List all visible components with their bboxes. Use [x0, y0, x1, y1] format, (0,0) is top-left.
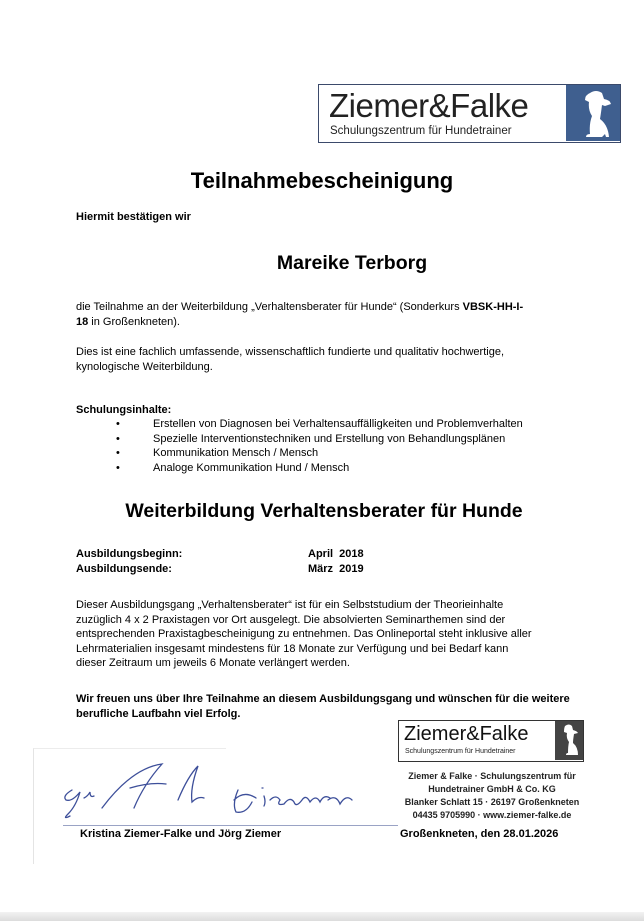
description-line: dieser Zeitraum um jeweils 6 Monate verlängert werden. [76, 657, 350, 669]
description-line: entsprechenden Praxistagbescheinigung zu entnehmen. Das Onlineportal steht inklusive aller [76, 628, 532, 640]
stamp-line: Hundetrainer GmbH & Co. KG [428, 784, 556, 794]
place-date: Großenkneten, den 28.01.2026 [400, 828, 559, 840]
stamp-line: Ziemer & Falke · Schulungszentrum für [408, 771, 576, 781]
stamp-address [398, 770, 586, 822]
quality-line: Dies ist eine fachlich umfassende, wissenschaftlich fundierte und qualitativ hochwertige, [76, 346, 505, 358]
course-code-part2: 18 [76, 315, 89, 328]
stamp-name: Ziemer&Falke [404, 723, 529, 745]
page-bottom-edge [0, 912, 644, 921]
stamp-dog-icon [555, 721, 583, 760]
stamp-tagline: Schulungszentrum für Hundetrainer [405, 748, 516, 755]
end-value: März 2019 [308, 563, 364, 575]
quality-line: kynologische Weiterbildung. [76, 360, 213, 373]
description-line: zuzüglich 4 x 2 Praxistagen vor Ort ausgelegt. Die absolvierten Seminarthemen sind der [76, 613, 506, 626]
participant-name: Mareike Terborg [276, 252, 428, 274]
dog-silhouette-icon [566, 85, 620, 141]
closing-line: Wir freuen uns über Ihre Teilnahme an diesem Ausbildungsgang und wünschen für die weitere [76, 693, 570, 705]
start-label: Ausbildungsbeginn: [76, 548, 183, 560]
course-code-part1: VBSK-HH-I- [462, 301, 524, 313]
description-line: Dieser Ausbildungsgang „Verhaltensberater“ ist für ein Selbststudium der Theorieinhalte [76, 599, 504, 611]
topics-heading: Schulungsinhalte: [76, 404, 172, 416]
paragraph1-prefix: die Teilnahme an der Weiterbildung „Verhaltensberater für Hunde“ (Sonderkurs [76, 301, 463, 313]
topics-list [76, 417, 523, 475]
stamp-line: 04435 9705990 · www.ziemer-falke.de [412, 810, 572, 820]
end-label: Ausbildungsende: [76, 563, 172, 575]
list-item: • Analoge Kommunikation Hund / Mensch [76, 461, 523, 476]
section-title: Weiterbildung Verhaltensberater für Hunde [125, 500, 523, 522]
header-logo [318, 84, 621, 143]
stamp-logo [398, 720, 584, 762]
signatory-names: Kristina Ziemer-Falke und Jörg Ziemer [80, 828, 282, 840]
document-title: Teilnahmebescheinigung [190, 168, 454, 193]
signature-line [63, 825, 398, 826]
intro-text: Hiermit bestätigen wir [76, 211, 191, 223]
list-item: • Spezielle Interventionstechniken und Erstellung von Behandlungsplänen [76, 432, 523, 447]
participation-paragraph [76, 300, 596, 329]
list-item: • Erstellen von Diagnosen bei Verhaltensauffälligkeiten und Problemverhalten [76, 417, 523, 432]
description-line: Lehrmaterialien insgesamt mindestens für 18 Monate zur Verfügung und bei Bedarf kann [76, 642, 509, 655]
logo-dog-box [566, 85, 620, 141]
stamp-dog-box [555, 721, 583, 760]
paragraph1-rest: in Großenkneten). [88, 315, 180, 328]
course-description-paragraph [76, 598, 606, 671]
logo-name: Ziemer&Falke [329, 87, 529, 124]
quality-paragraph [76, 345, 596, 374]
stamp-line: Blanker Schlatt 15 · 26197 Großenkneten [404, 797, 580, 807]
closing-line: berufliche Laufbahn viel Erfolg. [76, 707, 241, 720]
closing-paragraph [76, 692, 621, 721]
start-value: April 2018 [308, 548, 364, 560]
list-item: • Kommunikation Mensch / Mensch [76, 446, 523, 461]
logo-tagline: Schulungszentrum für Hundetrainer [330, 125, 512, 137]
company-stamp [398, 720, 586, 826]
